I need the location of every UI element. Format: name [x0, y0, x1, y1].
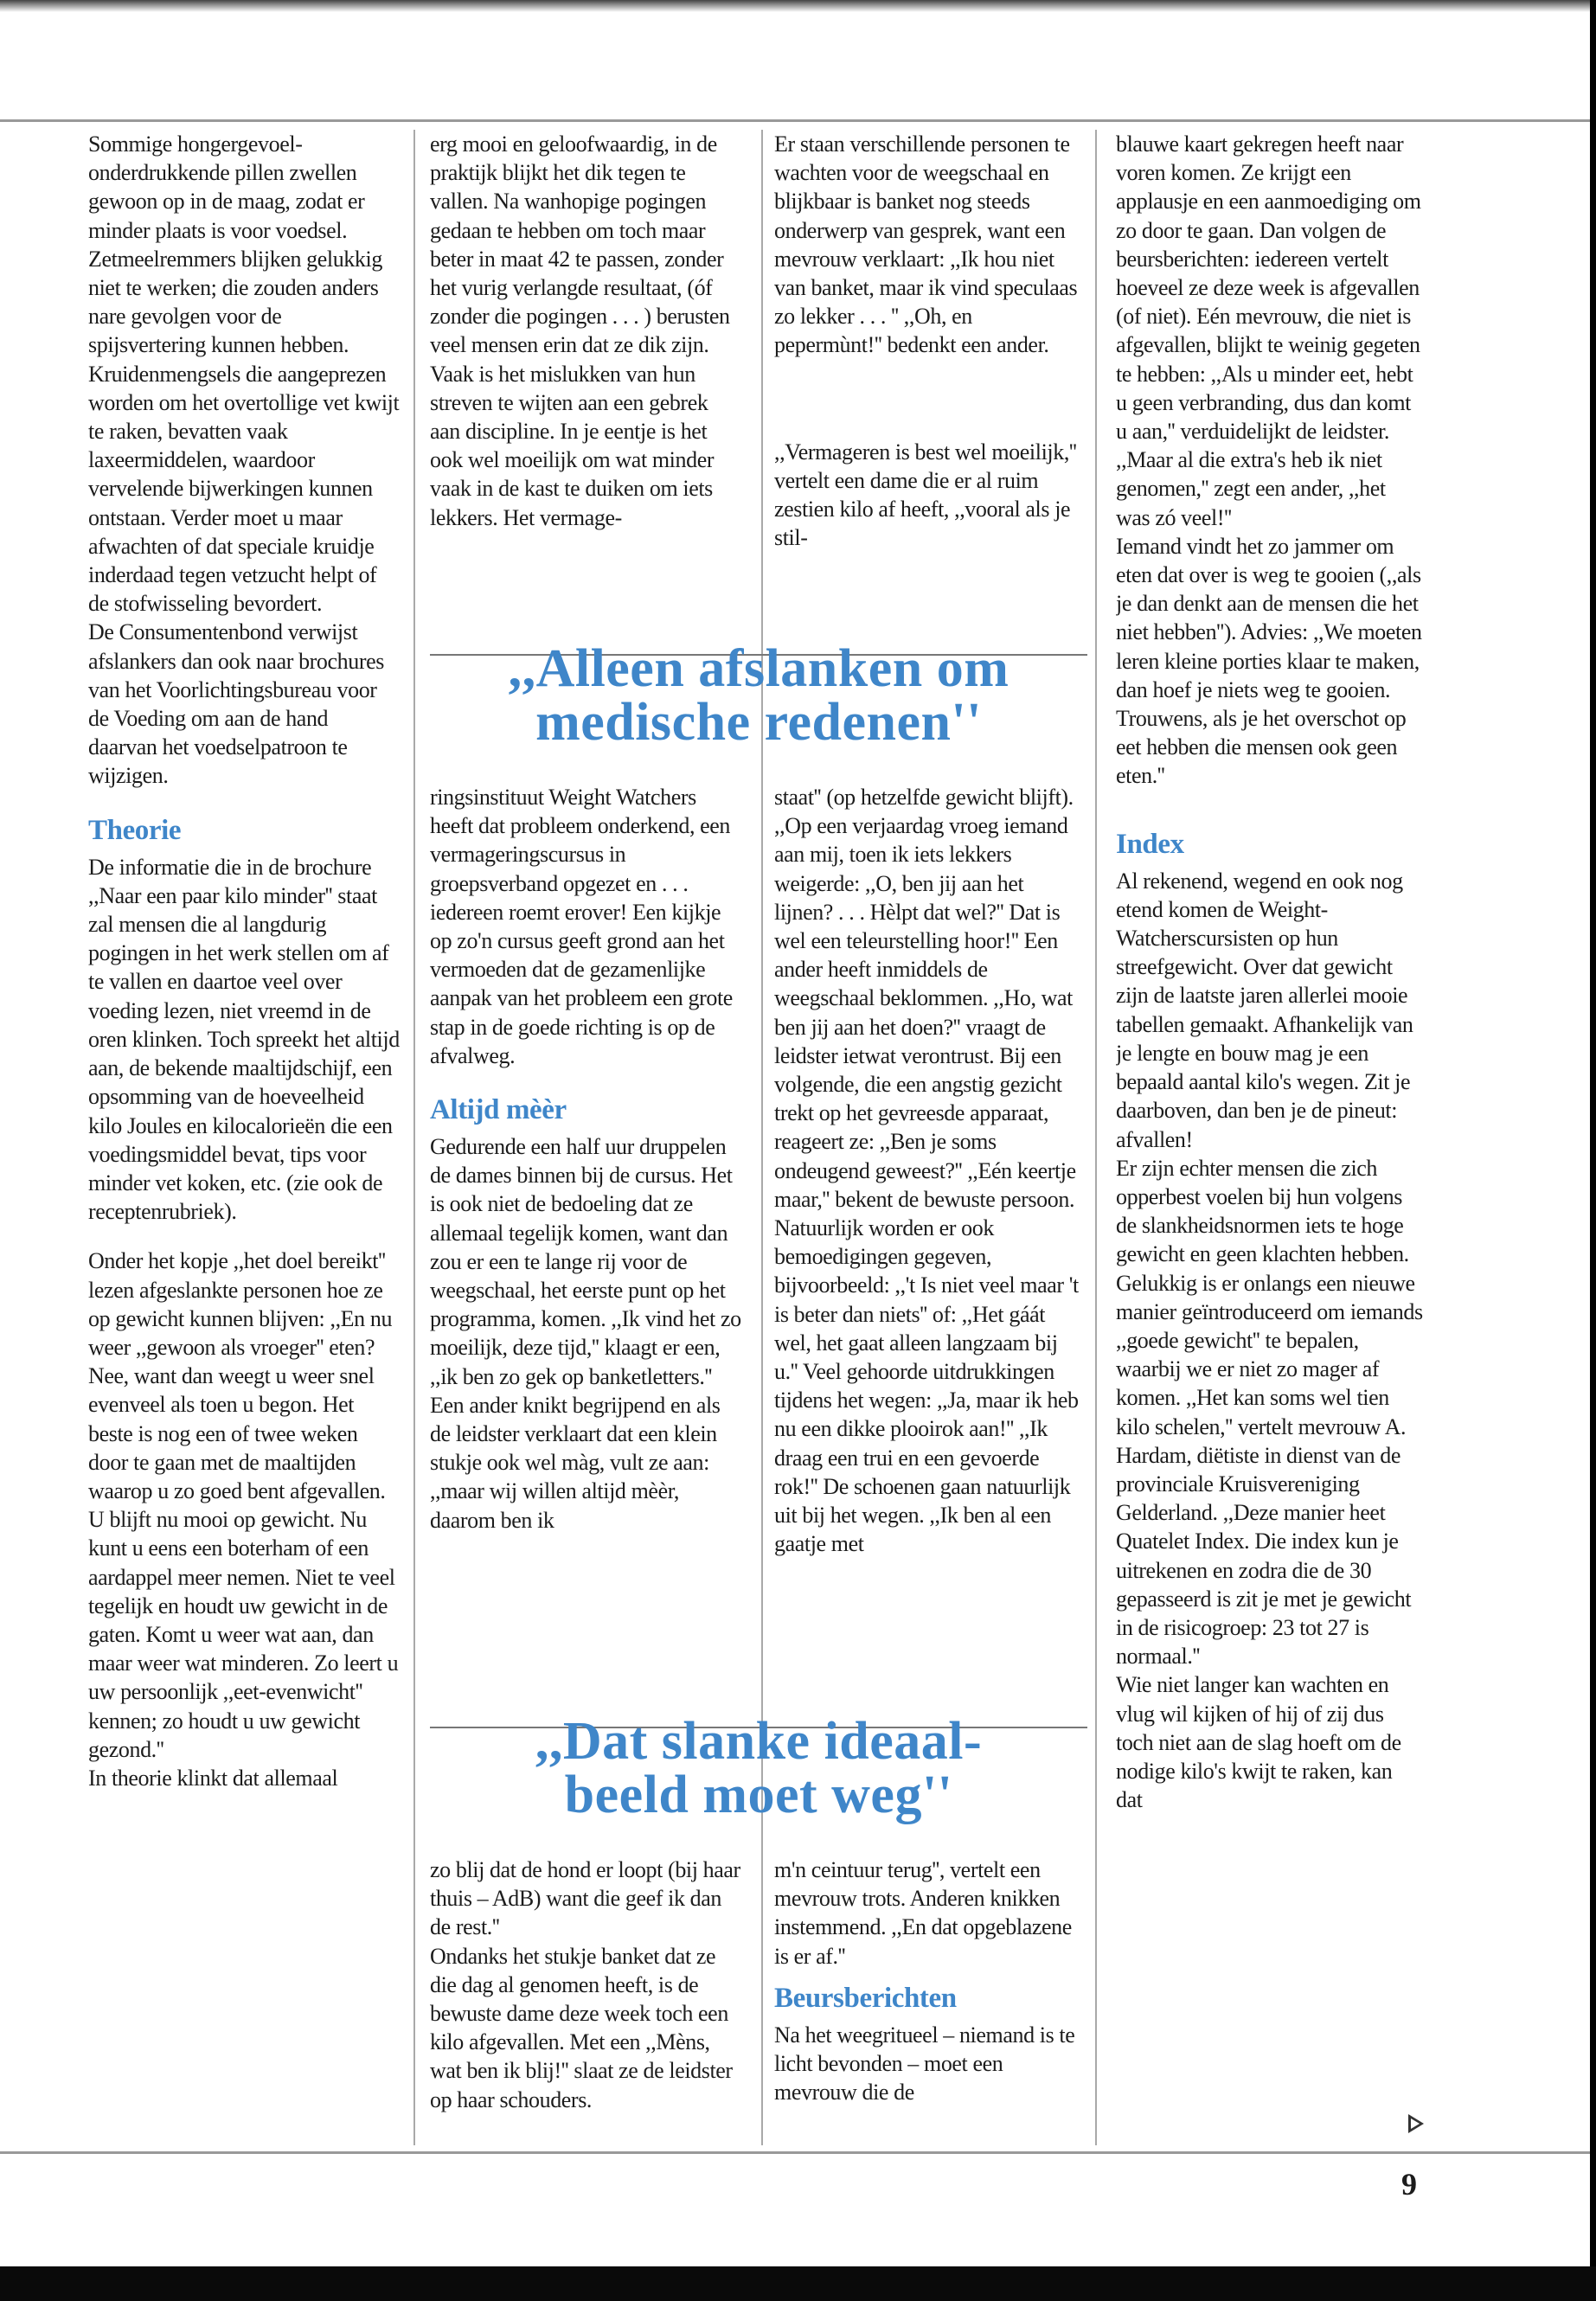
page-number: 9 [1401, 2167, 1417, 2202]
headline-2-line-1: ,,Dat slanke ideaal- [535, 1712, 983, 1771]
column-3-top [774, 130, 1081, 614]
column-3-bottom [774, 1856, 1081, 2145]
col1-paragraph-2: Kruidenmengsels die aangeprezen worden om het overtollige vet kwijt te raken, bevatten vaak laxeermiddelen, waardoor vervelende bijwerkingen kunnen ontstaan. Verder moet u maar afwachten of dat speciale kruidje inderdaad tegen vetzucht helpt of de stofwisseling bevordert. [88, 361, 400, 617]
column-divider-3 [1095, 130, 1097, 2145]
subheading-altijd-meer: Altijd mèèr [430, 1094, 567, 1126]
column-2-middle [430, 783, 741, 1695]
column-divider-2 [761, 130, 763, 2145]
col3-bot-paragraph-2: Na het weegritueel – niemand is te licht bevonden – moet een mevrouw die de [774, 2022, 1075, 2106]
subheading-index: Index [1116, 828, 1184, 860]
headline-1-line-2: medische redenen'' [535, 693, 982, 752]
col4-paragraph-1: blauwe kaart gekregen heeft naar voren komen. Ze krijgt een applausje en een aanmoediging om zo door te gaan. Dan volgen de beursberichten: iedereen vertelt hoeveel ze deze week is afgevallen (of niet). Eén mevrouw, die niet is afgevallen, blijkt te weinig gegeten te hebben: ,,Als u minder eet, hebt u geen verbranding, dus dan komt u aan,'' verduidelijkt de leidster. ,,Maar al die extra's heb ik niet genomen,'' zegt een ander, ,,het was zó veel!'' [1116, 131, 1421, 530]
col1-paragraph-1: Sommige hongergevoel-onderdrukkende pillen zwellen gewoon op in de maag, zodat er minder plaats is voor voedsel. Zetmeelremmers blijken gelukkig niet te werken; die zouden anders nare gevolgen voor de spijsvertering kunnen hebben. [88, 131, 382, 358]
col2-bot-paragraph-1: zo blij dat de hond er loopt (bij haar thuis – AdB) want die geef ik dan de rest.'' [430, 1857, 740, 1940]
col4-paragraph-2: Iemand vindt het zo jammer om eten dat over is weg te gooien (,,als je dan denkt aan de mensen die het niet hebben''). Advies: ,,We moeten leren kleine porties klaar te maken, dan hoef je niets weg te gooien. Trouwens, als je het overschot op eet hebben die mensen ook geen eten.'' [1116, 533, 1422, 789]
subheading-beursberichten: Beursberichten [774, 1982, 957, 2014]
col4-paragraph-5: Wie niet langer kan wachten en vlug wil kijken of hij of zij dus toch niet aan de slag hoeft om de nodige kilo's kwijt te raken, kan dat [1116, 1672, 1401, 1813]
col3-top-paragraph-1: Er staan verschillende personen te wachten voor de weegschaal en blijkbaar is banket nog steeds onderwerp van gesprek, want een mevrouw verklaart: ,,Ik hou niet van banket, maar ik vind speculaas zo lekker . . . '' ,,Oh, en pepermùnt!'' bedenkt een ander. [774, 131, 1078, 358]
col2-mid-paragraph-1: ringsinstituut Weight Watchers heeft dat probleem onderkend, een vermageringscursus in groepsverband opgezet en . . . iedereen roemt erover! Een kijkje op zo'n cursus geeft grond aan het vermoeden dat de gezamenlijke aanpak van het probleem een grote stap in de goede richting is op de afvalweg. [430, 785, 733, 1068]
column-2-bottom [430, 1856, 741, 2145]
top-rule [0, 119, 1590, 122]
col4-paragraph-3: Al rekenend, wegend en ook nog etend komen de Weight-Watcherscursisten op hun streefgewicht. Over dat gewicht zijn de laatste jaren allerlei mooie tabellen gemaakt. Afhankelijk van je lengte en bouw mag je een bepaald aantal kilo's wegen. Zit je daarboven, dan ben je de pineut: afvallen! [1116, 868, 1413, 1152]
col2-bot-paragraph-2: Ondanks het stukje banket dat ze die dag al genomen heeft, is de bewuste dame deze week toch een kilo afgevallen. Met een ,,Mèns, wat ben ik blij!'' slaat ze de leidster op haar schouders. [430, 1943, 733, 2112]
col3-bot-paragraph-1: m'n ceintuur terug'', vertelt een mevrouw trots. Anderen knikken instemmend. ,,En dat opgeblazene is er af.'' [774, 1857, 1072, 1969]
column-3-middle [774, 783, 1081, 1695]
col4-paragraph-4: Er zijn echter mensen die zich opperbest voelen bij hun volgens de slankheidsnormen iets te hoge gewicht en geen klachten hebben. Gelukkig is er onlangs een nieuwe manier geïntroduceerd om iemands ,,goede gewicht'' te bepalen, waarbij we er niet zo mager af komen. ,,Het kan soms wel tien kilo schelen,'' vertelt mevrouw A. Hardam, diëtiste in dienst van de provinciale Kruisvereniging Gelderland. ,,Deze manier heet Quatelet Index. Die index kun je uitrekenen en zodra die de 30 gepasseerd is zit je met je gewicht in de risicogroep: 23 tot 27 is normaal.'' [1116, 1155, 1423, 1670]
headline-1 [430, 639, 1087, 752]
column-1 [88, 130, 401, 2145]
bottom-rule [0, 2151, 1590, 2154]
col1-paragraph-3: De Consumentenbond verwijst afslankers dan ook naar brochures van het Voorlichtingsbureau voor de Voeding om aan de hand daarvan het voedselpatroon te wijzigen. [88, 619, 384, 789]
column-divider-1 [413, 130, 415, 2145]
col1-paragraph-6: In theorie klinkt dat allemaal [88, 1765, 338, 1791]
col1-paragraph-5: Onder het kopje ,,het doel bereikt'' lezen afgeslankte personen hoe ze op gewicht kunnen blijven: ,,En nu weer ,,gewoon als vroeger'' eten? Nee, want dan weegt u weer snel evenveel als toen u begon. Het beste is nog een of twee weken door te gaan met de maaltijden waarop u zo goed bent afgevallen. U blijft nu mooi op gewicht. Nu kunt u eens een boterham of een aardappel meer nemen. Niet te veel tegelijk en houdt uw gewicht in de gaten. Komt u weer wat aan, dan maar weer wat minderen. Zo leert u uw persoonlijk ,,eet-evenwicht'' kennen; zo houdt u uw gewicht gezond.'' [88, 1248, 399, 1762]
col2-mid-paragraph-2: Gedurende een half uur druppelen de dames binnen bij de cursus. Het is ook niet de bedoeling dat ze allemaal tegelijk komen, want dan zou er een te lange rij voor de weegschaal, het eerste punt op het programma, komen. ,,Ik vind het zo moeilijk, deze tijd,'' klaagt er een, ,,ik ben zo gek op banketletters.'' Een ander knikt begrijpend en als de leidster verklaart dat een klein stukje ook wel màg, vult ze aan: ,,maar wij willen altijd mèèr, daarom ben ik [430, 1134, 741, 1533]
headline-1-line-1: ,,Alleen afslanken om [508, 639, 1010, 698]
scan-top-edge [0, 0, 1596, 12]
col2-top-paragraph: erg mooi en geloofwaardig, in de praktijk blijkt het dik tegen te vallen. Na wanhopige pogingen gedaan te hebben om toch maar beter in maat 42 te passen, zonder het vurig verlangde resultaat, (óf zonder die pogingen . . . ) berusten veel mensen erin dat ze dik zijn. Vaak is het mislukken van hun streven te wijten aan een gebrek aan discipline. In je eentje is het ook wel moeilijk om wat minder vaak in de kast te duiken om iets lekkers. Het vermage- [430, 131, 730, 530]
headline-2-line-2: beeld moet weg'' [564, 1766, 953, 1824]
column-2-top [430, 130, 741, 614]
col1-paragraph-4: De informatie die in de brochure ,,Naar een paar kilo minder'' staat zal mensen die al langdurig pogingen in het werk stellen om af te vallen en daartoe veel over voeding lezen, niet vreemd in de oren klinken. Toch spreekt het altijd aan, de bekende maaltijdschijf, een opsomming van de hoeveelheid kilo Joules en kilocalorieën die een voedingsmiddel bevat, tips voor minder vet koken, etc. (zie ook de receptenrubriek). [88, 854, 400, 1225]
col3-top-paragraph-2: ,,Vermageren is best wel moeilijk,'' vertelt een dame die er al ruim zestien kilo af heeft, ,,vooral als je stil- [774, 439, 1077, 551]
subheading-theorie: Theorie [88, 814, 182, 846]
scan-right-edge [1590, 0, 1596, 2301]
headline-2 [430, 1712, 1087, 1824]
continue-arrow-icon [1408, 2114, 1424, 2133]
col3-mid-paragraph: staat'' (op hetzelfde gewicht blijft). ,,Op een verjaardag vroeg iemand aan mij, toen ik iets lekkers weigerde: ,,O, ben jij aan het lijnen? . . . Hèlpt dat wel?'' Dat is wel een teleurstelling hoor!'' Een ander heeft inmiddels de weegschaal beklommen. ,,Ho, wat ben jij aan het doen?'' vraagt de leidster ietwat verontrust. Bij een volgende, die een angstig gezicht trekt op het gevreesde apparaat, reageert ze: ,,Ben je soms ondeugend geweest?'' ,,Eén keertje maar,'' bekent de bewuste persoon. Natuurlijk worden er ook bemoedigingen gegeven, bijvoorbeeld: ,,'t Is niet veel maar 't is beter dan niets'' of: ,,Het gáát wel, het gaat alleen langzaam bij u.'' Veel gehoorde uitdrukkingen tijdens het wegen: ,,Ja, maar ik heb nu een dikke plooirok aan!'' ,,Ik draag een trui en een gevoerde rok!'' De schoenen gaan natuurlijk uit bij het wegen. ,,Ik ben al een gaatje met [774, 785, 1079, 1557]
scan-bottom-edge [0, 2266, 1596, 2301]
column-4 [1116, 130, 1423, 2145]
